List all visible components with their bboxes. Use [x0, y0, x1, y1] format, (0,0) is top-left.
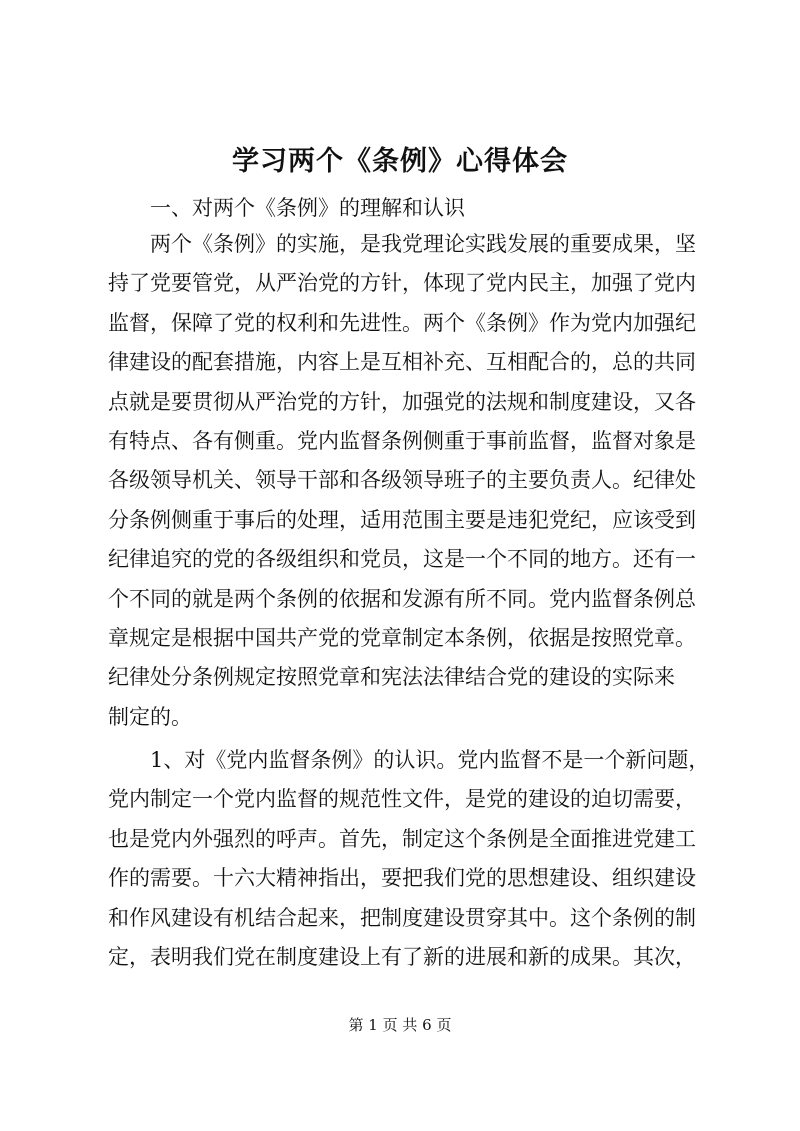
- document-body: [108, 225, 720, 981]
- paragraph-line: 定，表明我们党在制度建设上有了新的进展和新的成果。其次，: [108, 945, 696, 970]
- paragraph-line: 纪律处分条例规定按照党章和宪法法律结合党的建设的实际来: [108, 665, 675, 690]
- paragraph-2: [108, 741, 720, 977]
- paragraph-line: 有特点、各有侧重。党内监督条例侧重于事前监督，监督对象是: [108, 428, 696, 453]
- paragraph-line: 纪律追究的党的各级组织和党员，这是一个不同的地方。还有一: [108, 547, 696, 572]
- paragraph-line: 分条例侧重于事后的处理，适用范围主要是违犯党纪，应该受到: [108, 507, 696, 532]
- paragraph-1: [108, 225, 720, 737]
- paragraph-line: 和作风建设有机结合起来，把制度建设贯穿其中。这个条例的制: [108, 905, 696, 930]
- paragraph-line: 两个《条例》的实施，是我党理论实践发展的重要成果，坚: [150, 232, 696, 256]
- paragraph-line: 监督，保障了党的权利和先进性。两个《条例》作为党内加强纪: [108, 310, 696, 335]
- section-heading: 一、对两个《条例》的理解和认识: [150, 196, 465, 220]
- paragraph-line: 党内制定一个党内监督的规范性文件，是党的建设的迫切需要，: [108, 787, 696, 812]
- paragraph-line: 各级领导机关、领导干部和各级领导班子的主要负责人。纪律处: [108, 468, 696, 493]
- paragraph-line: 1、对《党内监督条例》的认识。党内监督不是一个新问题，: [150, 748, 710, 773]
- paragraph-line: 个不同的就是两个条例的依据和发源有所不同。党内监督条例总: [108, 586, 696, 611]
- page-indicator: 第 1 页 共 6 页: [348, 1016, 452, 1034]
- paragraph-line: 点就是要贯彻从严治党的方针，加强党的法规和制度建设，又各: [108, 389, 696, 414]
- paragraph-line: 章规定是根据中国共产党的党章制定本条例，依据是按照党章。: [108, 625, 696, 650]
- paragraph-line: 持了党要管党，从严治党的方针，体现了党内民主，加强了党内: [108, 271, 696, 296]
- paragraph-line: 也是党内外强烈的呼声。首先，制定这个条例是全面推进党建工: [108, 826, 696, 851]
- paragraph-line: 律建设的配套措施，内容上是互相补充、互相配合的，总的共同: [108, 350, 696, 375]
- paragraph-line: 作的需要。十六大精神指出，要把我们党的思想建设、组织建设: [108, 866, 696, 891]
- document-title: 学习两个《条例》心得体会: [232, 146, 568, 177]
- page-footer: [0, 1015, 800, 1035]
- paragraph-line: 制定的。: [108, 704, 192, 729]
